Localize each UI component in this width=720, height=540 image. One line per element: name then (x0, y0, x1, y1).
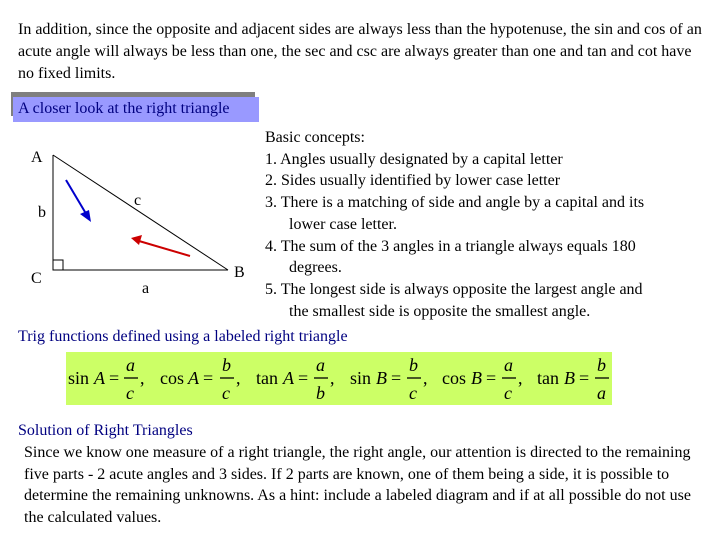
formula-sin-b-angle: B (376, 368, 387, 388)
concept-item-4 (265, 236, 710, 279)
formula-cos-b-num: a (504, 355, 513, 375)
formula-cos-a-num: b (222, 355, 231, 375)
formula-tan-a-den: b (316, 383, 325, 403)
right-angle-marker (53, 260, 63, 270)
vertex-label-a: A (31, 149, 43, 166)
vertex-label-b: B (234, 264, 245, 281)
formula-cos-a-equals: = (203, 368, 214, 388)
formula-tan-a-angle: A (283, 368, 294, 388)
intro-paragraph: In addition, since the opposite and adjacent sides are always less than the hypotenuse, the sin and cos of an acute angle will always be less than one, the sec and csc are always greater than one and tan and cot have no fixed limits. (18, 21, 702, 82)
basic-concepts (265, 127, 710, 322)
formula-sin-b-equals: = (391, 368, 402, 388)
concept-item-2-text: 2. Sides usually identified by lower case letter (265, 172, 561, 190)
trig-formula-box (66, 352, 612, 405)
formula-sin-a-equals: = (109, 368, 120, 388)
concept-item-1-text: 1. Angles usually designated by a capital letter (265, 150, 563, 168)
triangle-diagram (0, 140, 262, 300)
solution-heading: Solution of Right Triangles (18, 422, 193, 439)
formula-sin-a-den: c (126, 383, 134, 403)
formula-sin-a-angle: A (94, 368, 105, 388)
formula-sin-a-num: a (126, 355, 135, 375)
formula-cos-b-func: cos (442, 368, 466, 388)
formula-sin-b-func: sin (350, 368, 372, 388)
formula-cos-a-func: cos (160, 368, 184, 388)
section-title: A closer look at the right triangle (18, 100, 230, 117)
concept-item-3-text: 3. There is a matching of side and angle by a capital and its (265, 194, 645, 212)
concept-item-5-text: 5. The longest side is always opposite the largest angle and (265, 280, 643, 298)
formula-sin-b-num: b (409, 355, 418, 375)
formula-sin-b-den: c (409, 383, 417, 403)
formula-tan-b-func: tan (537, 368, 559, 388)
formula-sin-a-func: sin (68, 368, 90, 388)
section-banner (13, 97, 259, 122)
arrow-red-head (131, 235, 142, 245)
trig-formulas (66, 352, 612, 405)
formula-sin-a-comma: , (140, 368, 145, 388)
concept-item-3-continuation: lower case letter. (289, 215, 397, 233)
formula-tan-b-equals: = (579, 368, 590, 388)
formula-cos-b-comma: , (518, 368, 523, 388)
trig-functions-heading: Trig functions defined using a labeled right triangle (18, 328, 348, 345)
concept-item-5 (265, 279, 710, 322)
concept-item-4-continuation: degrees. (289, 259, 342, 277)
formula-tan-b (537, 355, 609, 403)
formula-tan-a-comma: , (330, 368, 335, 388)
formula-cos-b-den: c (504, 383, 512, 403)
triangle-hypotenuse (53, 155, 228, 270)
side-label-c: c (134, 192, 142, 209)
formula-sin-b-comma: , (423, 368, 428, 388)
formula-cos-b-equals: = (486, 368, 497, 388)
concept-item-3 (265, 192, 710, 235)
formula-cos-a-angle: A (188, 368, 199, 388)
formula-tan-b-num: b (597, 355, 606, 375)
formula-cos-a (160, 355, 241, 403)
formula-sin-b (350, 355, 428, 403)
vertex-label-c: C (31, 270, 42, 287)
formula-tan-a-num: a (316, 355, 325, 375)
concept-item-2 (265, 170, 710, 192)
side-label-b: b (38, 204, 46, 221)
side-label-a: a (142, 280, 150, 297)
concepts-heading: Basic concepts: (265, 129, 365, 146)
formula-cos-b (442, 355, 523, 403)
solution-paragraph: Since we know one measure of a right triangle, the right angle, our attention is directed to the remaining five parts - 2 acute angles and 3 sides. If 2 parts are known, one of them being a side, it is possible to determine the remaining unknowns. As a hint: include a labeled diagram and if at all possible do not use the calculated values. (24, 444, 691, 527)
formula-cos-b-angle: B (471, 368, 482, 388)
concept-item-1 (265, 149, 710, 171)
arrow-blue (66, 180, 88, 217)
formula-cos-a-den: c (222, 383, 230, 403)
formula-tan-b-den: a (597, 383, 606, 403)
arrow-blue-head (80, 210, 91, 222)
formula-tan-a (256, 355, 335, 403)
formula-tan-a-equals: = (298, 368, 309, 388)
formula-tan-b-angle: B (564, 368, 575, 388)
arrow-red (139, 241, 190, 256)
formula-tan-a-func: tan (256, 368, 278, 388)
concept-item-5-continuation: the smallest side is opposite the smallest angle. (289, 302, 591, 320)
formula-cos-a-comma: , (236, 368, 241, 388)
concept-item-4-text: 4. The sum of the 3 angles in a triangle always equals 180 (265, 237, 636, 255)
formula-sin-a (68, 355, 145, 403)
